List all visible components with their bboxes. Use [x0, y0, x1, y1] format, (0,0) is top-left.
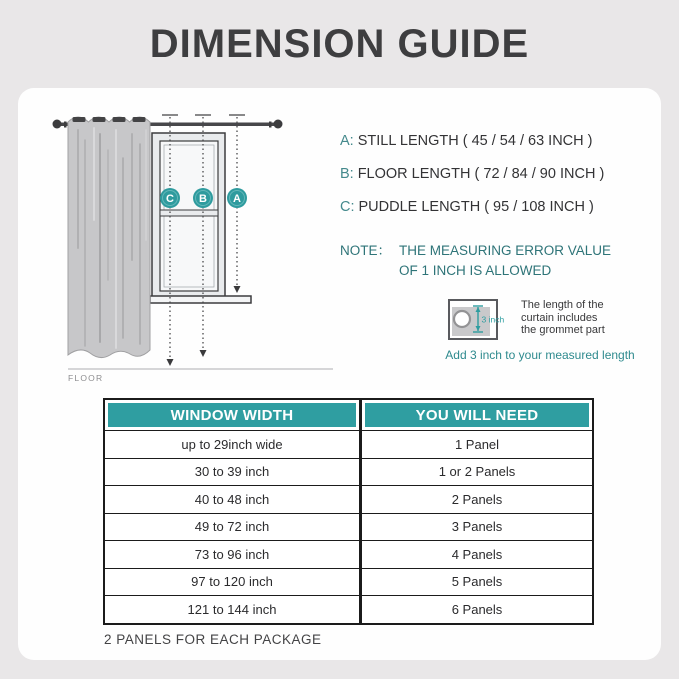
- cell-need: 3 Panels: [451, 519, 503, 535]
- marker-a: A: [233, 193, 241, 205]
- length-key-a: A:: [340, 133, 354, 149]
- length-key-c: C:: [340, 199, 355, 215]
- length-key-b: B:: [340, 166, 354, 182]
- length-text-b: FLOOR LENGTH ( 72 / 84 / 90 INCH ): [357, 166, 605, 182]
- cell-need: 1 Panel: [454, 436, 500, 452]
- grommet-measure-label: 3 inch: [481, 314, 505, 325]
- grommet-desc-line-1: The length of the: [521, 299, 604, 311]
- header-window-width: WINDOW WIDTH: [105, 400, 362, 430]
- grommet-tabs: [73, 117, 146, 122]
- table-row: [105, 485, 592, 513]
- cell-width: 40 to 48 inch: [105, 486, 362, 513]
- package-note: 2 PANELS FOR EACH PACKAGE: [104, 632, 322, 647]
- table-row: [105, 568, 592, 596]
- cell-width: 30 to 39 inch: [105, 459, 362, 486]
- cell-need: 2 Panels: [451, 491, 503, 507]
- note-line-1: THE MEASURING ERROR VALUE: [399, 243, 612, 258]
- table-row: [105, 458, 592, 486]
- page-title: DIMENSION GUIDE: [149, 22, 530, 66]
- table-row: [105, 540, 592, 568]
- note-block: [340, 241, 611, 281]
- marker-badges: [160, 188, 247, 208]
- length-line-a: [340, 132, 604, 151]
- curtain-panel: [68, 117, 150, 358]
- table-row: [105, 513, 592, 541]
- cell-need: 5 Panels: [451, 574, 503, 590]
- guide-card: [18, 88, 661, 660]
- grommet-desc-line-3: the grommet part: [521, 324, 605, 336]
- window-sill: [150, 296, 251, 303]
- note-label: NOTE：: [340, 243, 392, 258]
- cell-width: 97 to 120 inch: [105, 569, 362, 596]
- length-line-c: [340, 198, 604, 217]
- header-you-will-need: YOU WILL NEED: [362, 400, 592, 430]
- length-line-b: [340, 165, 604, 184]
- panel-size-table: [103, 398, 594, 625]
- table-header-row: [105, 400, 592, 430]
- cell-width: 49 to 72 inch: [105, 514, 362, 541]
- window: [152, 133, 225, 298]
- table-row: [105, 595, 592, 623]
- cell-need: 6 Panels: [451, 601, 503, 617]
- length-legend: [340, 132, 604, 231]
- grommet-measure-icon: [448, 299, 504, 341]
- table-row: [105, 430, 592, 458]
- cell-width: 73 to 96 inch: [105, 541, 362, 568]
- cell-need: 1 or 2 Panels: [438, 464, 516, 480]
- grommet-tip: Add 3 inch to your measured length: [445, 348, 635, 362]
- length-text-a: STILL LENGTH ( 45 / 54 / 63 INCH ): [357, 133, 593, 149]
- marker-c: C: [166, 193, 174, 205]
- grommet-desc-line-2: curtain includes: [521, 311, 598, 324]
- grommet-description: [521, 299, 605, 337]
- curtain-diagram: [28, 98, 358, 398]
- note-line-2: OF 1 INCH IS ALLOWED: [399, 263, 552, 278]
- floor-label: FLOOR: [68, 373, 104, 383]
- length-text-c: PUDDLE LENGTH ( 95 / 108 INCH ): [358, 199, 594, 215]
- cell-width: up to 29inch wide: [105, 431, 362, 458]
- cell-need: 4 Panels: [451, 546, 503, 562]
- cell-width: 121 to 144 inch: [105, 596, 362, 623]
- marker-b: B: [199, 193, 207, 205]
